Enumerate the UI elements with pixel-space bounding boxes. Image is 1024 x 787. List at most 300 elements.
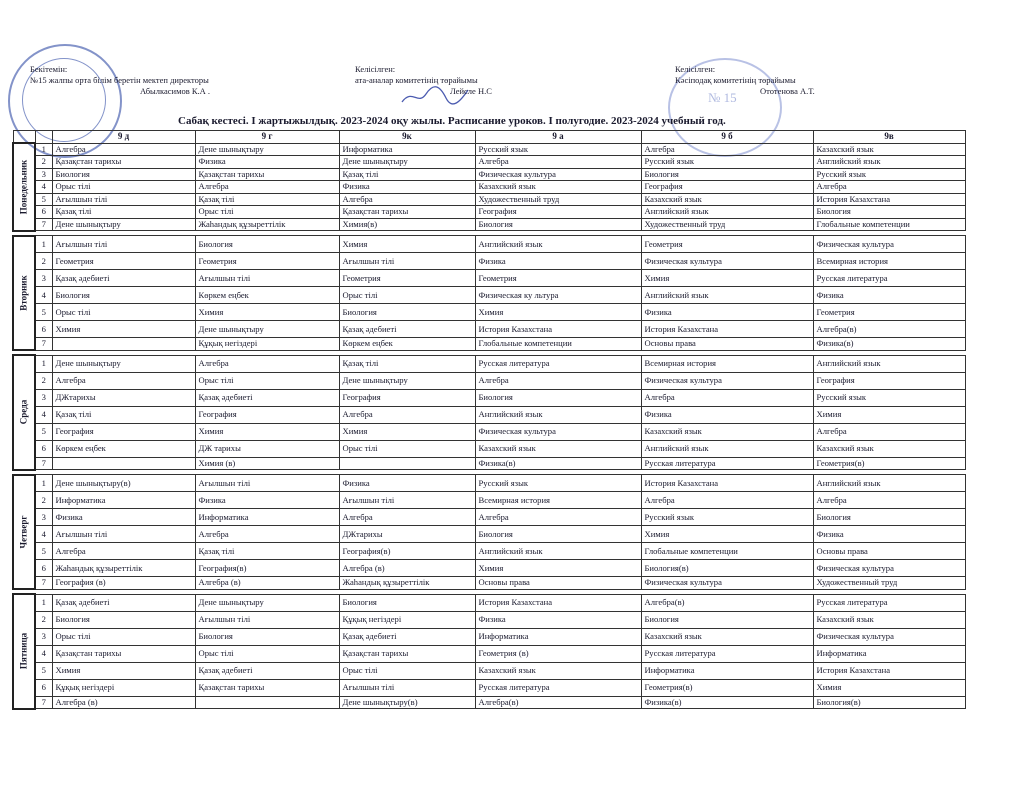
subject-cell: Геометрия [195,253,339,270]
subject-cell: Информатика [813,645,965,662]
subject-cell: География [195,406,339,423]
subject-cell: Основы права [475,577,641,590]
subject-cell: Русский язык [641,156,813,169]
lesson-number: 2 [35,156,52,169]
subject-cell: Русская литература [475,679,641,696]
schedule-row [13,662,965,679]
subject-cell: Алгебра [52,143,195,156]
subject-cell: Русская литература [641,457,813,470]
lesson-number: 6 [35,679,52,696]
subject-cell: Всемирная история [475,492,641,509]
lesson-number: 4 [35,287,52,304]
subject-cell: Физика [52,509,195,526]
subject-cell: Құқық негіздері [52,679,195,696]
subject-cell: Дене шынықтыру [195,321,339,338]
subject-cell: Қазақ әдебиеті [195,389,339,406]
subject-cell: Жаһандық құзыреттілік [339,577,475,590]
subject-cell: Физическая культура [475,168,641,181]
subject-cell: Алгебра [813,423,965,440]
subject-cell: Дене шынықтыру [52,218,195,231]
subject-cell: Химия [52,321,195,338]
approval-union-name: Ототенова А.Т. [760,86,815,96]
subject-cell: Физика [475,253,641,270]
subject-cell: Биология(в) [641,560,813,577]
subject-cell: Қазақстан тарихы [52,645,195,662]
subject-cell: Ағылшын тілі [195,611,339,628]
day-label [13,355,35,470]
subject-cell: Орыс тілі [195,206,339,219]
subject-cell: Казахский язык [813,611,965,628]
subject-cell [52,457,195,470]
lesson-number: 1 [35,355,52,372]
schedule-row [13,355,965,372]
subject-cell: География [339,389,475,406]
subject-cell: Информатика [195,509,339,526]
subject-cell: Английский язык [641,206,813,219]
subject-cell: Физическая культура [641,253,813,270]
subject-cell: История Казахстана [641,475,813,492]
subject-cell: Ағылшын тілі [52,193,195,206]
subject-cell: История Казахстана [641,321,813,338]
lesson-number-header [35,131,52,144]
lesson-number: 3 [35,628,52,645]
subject-cell: Основы права [813,543,965,560]
lesson-number: 1 [35,143,52,156]
subject-cell: Всемирная история [641,355,813,372]
subject-cell: Орыс тілі [52,628,195,645]
schedule-row [13,475,965,492]
subject-cell: Физика [195,156,339,169]
corner-cell [13,131,35,144]
subject-cell: Глобальные компетенции [475,338,641,351]
subject-cell: Көркем еңбек [339,338,475,351]
subject-cell: История Казахстана [813,193,965,206]
approval-director-name: Абылкасимов К.А . [140,86,211,96]
lesson-number: 4 [35,181,52,194]
lesson-number: 7 [35,218,52,231]
subject-cell: География [52,423,195,440]
day-name: Среда [18,400,29,425]
subject-cell: Физическая ку льтура [475,287,641,304]
schedule-row [13,577,965,590]
schedule-row [13,628,965,645]
day-label [13,594,35,709]
schedule-row [13,611,965,628]
subject-cell [52,338,195,351]
subject-cell: Алгебра [641,143,813,156]
class-header: 9 б [641,131,813,144]
lesson-number: 1 [35,594,52,611]
subject-cell: Всемирная история [813,253,965,270]
lesson-number: 7 [35,457,52,470]
subject-cell: Қазақстан тарихы [195,679,339,696]
subject-cell: Алгебра [195,355,339,372]
subject-cell: Қазақстан тарихы [52,156,195,169]
day-name: Вторник [18,275,29,311]
subject-cell: География [641,181,813,194]
subject-cell: Русский язык [475,475,641,492]
subject-cell: Жаһандық құзыреттілік [195,218,339,231]
subject-cell: Көркем еңбек [52,440,195,457]
subject-cell: Химия [52,662,195,679]
lesson-number: 6 [35,560,52,577]
subject-cell: Физика [195,492,339,509]
subject-cell: Биология [475,526,641,543]
subject-cell: История Казахстана [813,662,965,679]
subject-cell: Химия [475,304,641,321]
subject-cell: ДЖтарихы [52,389,195,406]
subject-cell: Биология [813,206,965,219]
day-name: Пятница [18,633,29,670]
subject-cell: Орыс тілі [52,181,195,194]
subject-cell: Ағылшын тілі [195,270,339,287]
schedule-title: Сабақ кестесі. I жартыжылдық. 2023-2024 оқу жылы. Расписание уроков. I полугодие. 2023-2024 учебный год. [178,115,726,127]
day-label [13,236,35,351]
subject-cell: Основы права [641,338,813,351]
subject-cell: Русская литература [813,594,965,611]
subject-cell: Физика [641,304,813,321]
subject-cell: Қазақ тілі [52,406,195,423]
lesson-number: 6 [35,206,52,219]
approval-director-label: Бекітемін: [30,64,68,74]
schedule-row [13,679,965,696]
subject-cell: Русская литература [641,645,813,662]
subject-cell: Биология [641,168,813,181]
subject-cell: История Казахстана [475,321,641,338]
subject-cell: Ағылшын тілі [339,492,475,509]
subject-cell: Орыс тілі [339,662,475,679]
lesson-number: 3 [35,509,52,526]
class-header: 9 а [475,131,641,144]
lesson-number: 4 [35,645,52,662]
subject-cell: Алгебра [195,526,339,543]
subject-cell: Геометрия(в) [813,457,965,470]
schedule-row [13,338,965,351]
lesson-number: 2 [35,611,52,628]
subject-cell: Биология [475,389,641,406]
subject-cell: Художественный труд [813,577,965,590]
lesson-number: 2 [35,253,52,270]
subject-cell: Казахский язык [475,662,641,679]
subject-cell: Физика [641,406,813,423]
subject-cell: Физика [339,181,475,194]
subject-cell: Казахский язык [813,143,965,156]
subject-cell: Биология [52,168,195,181]
day-name: Понедельник [18,159,29,214]
subject-cell: Жаһандық құзыреттілік [52,560,195,577]
subject-cell: Биология(в) [813,696,965,709]
schedule-row [13,696,965,709]
schedule-row [13,206,965,219]
subject-cell: Физическая культура [641,372,813,389]
subject-cell: Английский язык [475,236,641,253]
subject-cell: Дене шынықтыру [339,372,475,389]
subject-cell: Ағылшын тілі [52,526,195,543]
subject-cell: Алгебра [339,193,475,206]
subject-cell: Русская литература [813,270,965,287]
approval-director-position: №15 жалпы орта білім беретін мектеп директоры [30,75,209,85]
lesson-number: 7 [35,696,52,709]
subject-cell: Физическая культура [813,560,965,577]
approval-union-label: Келісілген: [675,64,716,74]
subject-cell: Дене шынықтыру [52,355,195,372]
subject-cell: Казахский язык [475,440,641,457]
subject-cell: Қазақ тілі [195,543,339,560]
approval-parents-label: Келісілген: [355,64,396,74]
subject-cell: Ағылшын тілі [52,236,195,253]
day-name: Четверг [18,515,29,549]
lesson-number: 5 [35,662,52,679]
subject-cell: Қазақстан тарихы [339,645,475,662]
schedule-row [13,181,965,194]
subject-cell: Казахский язык [641,628,813,645]
subject-cell: Химия [339,236,475,253]
subject-cell [339,457,475,470]
subject-cell: Информатика [339,143,475,156]
subject-cell: Алгебра [641,492,813,509]
subject-cell: Химия [339,423,475,440]
subject-cell: Физическая культура [813,628,965,645]
subject-cell: Қазақ әдебиеті [195,662,339,679]
schedule-row [13,509,965,526]
subject-cell: Химия [813,679,965,696]
subject-cell: Физика [813,526,965,543]
subject-cell: Алгебра [195,181,339,194]
subject-cell: Казахский язык [475,181,641,194]
lesson-number: 6 [35,440,52,457]
subject-cell: Ағылшын тілі [195,475,339,492]
lesson-number: 5 [35,543,52,560]
subject-cell: Алгебра [813,492,965,509]
subject-cell: Алгебра (в) [339,560,475,577]
schedule-row [13,560,965,577]
schedule-row [13,645,965,662]
subject-cell: Биология [813,509,965,526]
subject-cell: Биология [195,628,339,645]
subject-cell: Алгебра [641,389,813,406]
subject-cell: Русский язык [475,143,641,156]
subject-cell: Дене шынықтыру [195,594,339,611]
subject-cell: Ағылшын тілі [339,253,475,270]
subject-cell: Химия [641,270,813,287]
lesson-number: 4 [35,526,52,543]
subject-cell [195,696,339,709]
lesson-number: 3 [35,168,52,181]
subject-cell: Қазақ әдебиеті [339,321,475,338]
schedule-row [13,321,965,338]
subject-cell: Химия [813,406,965,423]
subject-cell: Английский язык [813,475,965,492]
schedule-row [13,253,965,270]
class-header: 9в [813,131,965,144]
subject-cell: Геометрия (в) [475,645,641,662]
schedule-row [13,168,965,181]
subject-cell: География(в) [339,543,475,560]
subject-cell: Геометрия [641,236,813,253]
lesson-number: 1 [35,475,52,492]
subject-cell: Орыс тілі [195,645,339,662]
stamp-number: № 15 [708,90,737,105]
subject-cell: Физика(в) [813,338,965,351]
subject-cell: География [475,206,641,219]
subject-cell: Информатика [475,628,641,645]
subject-cell: Алгебра [339,406,475,423]
lesson-number: 7 [35,577,52,590]
subject-cell: Қазақстан тарихы [339,206,475,219]
class-header: 9 г [195,131,339,144]
schedule-row [13,543,965,560]
subject-cell: Казахский язык [641,193,813,206]
subject-cell: Русская литература [475,355,641,372]
subject-cell: Химия (в) [195,457,339,470]
subject-cell: Английский язык [813,156,965,169]
subject-cell: Дене шынықтыру(в) [52,475,195,492]
subject-cell: Английский язык [641,440,813,457]
schedule-row [13,406,965,423]
lesson-number: 7 [35,338,52,351]
subject-cell: Русский язык [813,389,965,406]
subject-cell: Алгебра [813,181,965,194]
subject-cell: Художественный труд [475,193,641,206]
subject-cell: Қазақ әдебиеті [52,270,195,287]
schedule-row [13,287,965,304]
approval-director [30,64,280,97]
schedule-row [13,492,965,509]
subject-cell: Алгебра [52,372,195,389]
subject-cell: Казахский язык [813,440,965,457]
schedule-row [13,270,965,287]
subject-cell: Физическая культура [475,423,641,440]
approval-trade-union [675,64,915,97]
subject-cell: ДЖтарихы [339,526,475,543]
subject-cell: География (в) [52,577,195,590]
subject-cell: Алгебра(в) [475,696,641,709]
schedule-row [13,594,965,611]
subject-cell: Қазақстан тарихы [195,168,339,181]
subject-cell: Физическая культура [641,577,813,590]
subject-cell: География(в) [195,560,339,577]
lesson-number: 5 [35,423,52,440]
schedule-row [13,193,965,206]
subject-cell: Алгебра [475,156,641,169]
schedule-row [13,156,965,169]
subject-cell: Алгебра [475,372,641,389]
approval-union-position: Кәсіподақ комитетінің төрайымы [675,75,796,85]
subject-cell: История Казахстана [475,594,641,611]
subject-cell: Английский язык [641,287,813,304]
day-label [13,475,35,590]
subject-cell: Геометрия [52,253,195,270]
schedule-row [13,389,965,406]
class-header: 9к [339,131,475,144]
subject-cell: Биология [195,236,339,253]
subject-cell: Химия(в) [339,218,475,231]
lesson-number: 5 [35,193,52,206]
subject-cell: Русский язык [813,168,965,181]
subject-cell: Алгебра (в) [195,577,339,590]
schedule-row [13,372,965,389]
subject-cell: Геометрия(в) [641,679,813,696]
subject-cell: Глобальные компетенции [813,218,965,231]
lesson-number: 2 [35,372,52,389]
subject-cell: Қазақ әдебиеті [52,594,195,611]
subject-cell: Биология [52,287,195,304]
subject-cell: Биология [475,218,641,231]
subject-cell: Химия [475,560,641,577]
subject-cell: ДЖ тарихы [195,440,339,457]
lesson-number: 1 [35,236,52,253]
subject-cell: Геометрия [813,304,965,321]
subject-cell: Биология [641,611,813,628]
subject-cell: Дене шынықтыру [195,143,339,156]
subject-cell: Алгебра(в) [813,321,965,338]
subject-cell: Алгебра(в) [641,594,813,611]
schedule-row [13,304,965,321]
day-label [13,143,35,231]
subject-cell: Геометрия [339,270,475,287]
subject-cell: География [813,372,965,389]
schedule-row [13,143,965,156]
subject-cell: Английский язык [475,406,641,423]
subject-cell: Биология [52,611,195,628]
subject-cell: Физика [339,475,475,492]
subject-cell: Қазақ тілі [195,193,339,206]
subject-cell: Глобальные компетенции [641,543,813,560]
lesson-number: 2 [35,492,52,509]
subject-cell: Қазақ тілі [339,168,475,181]
subject-cell: Қазақ тілі [52,206,195,219]
schedule-row [13,526,965,543]
subject-cell: Құқық негіздері [195,338,339,351]
lesson-number: 4 [35,406,52,423]
schedule-row [13,423,965,440]
subject-cell: Орыс тілі [52,304,195,321]
subject-cell: Дене шынықтыру [339,156,475,169]
subject-cell: Английский язык [813,355,965,372]
subject-cell: Казахский язык [641,423,813,440]
schedule-row [13,236,965,253]
subject-cell: Химия [641,526,813,543]
subject-cell: Алгебра [475,509,641,526]
class-header-row [13,131,965,144]
subject-cell: Химия [195,423,339,440]
subject-cell: Дене шынықтыру(в) [339,696,475,709]
lesson-number: 6 [35,321,52,338]
schedule-table [12,130,966,710]
subject-cell: Английский язык [475,543,641,560]
subject-cell: Физика [813,287,965,304]
lesson-number: 3 [35,270,52,287]
subject-cell: Алгебра (в) [52,696,195,709]
schedule-row [13,440,965,457]
subject-cell: Алгебра [339,509,475,526]
subject-cell: Ағылшын тілі [339,679,475,696]
subject-cell: Алгебра [52,543,195,560]
subject-cell: Физика(в) [641,696,813,709]
subject-cell: Русский язык [641,509,813,526]
class-header: 9 д [52,131,195,144]
subject-cell: Физика(в) [475,457,641,470]
subject-cell: Биология [339,304,475,321]
subject-cell: Художественный труд [641,218,813,231]
schedule-row [13,457,965,470]
subject-cell: Биология [339,594,475,611]
subject-cell: Геометрия [475,270,641,287]
lesson-number: 3 [35,389,52,406]
subject-cell: Информатика [641,662,813,679]
subject-cell: Орыс тілі [195,372,339,389]
subject-cell: Информатика [52,492,195,509]
